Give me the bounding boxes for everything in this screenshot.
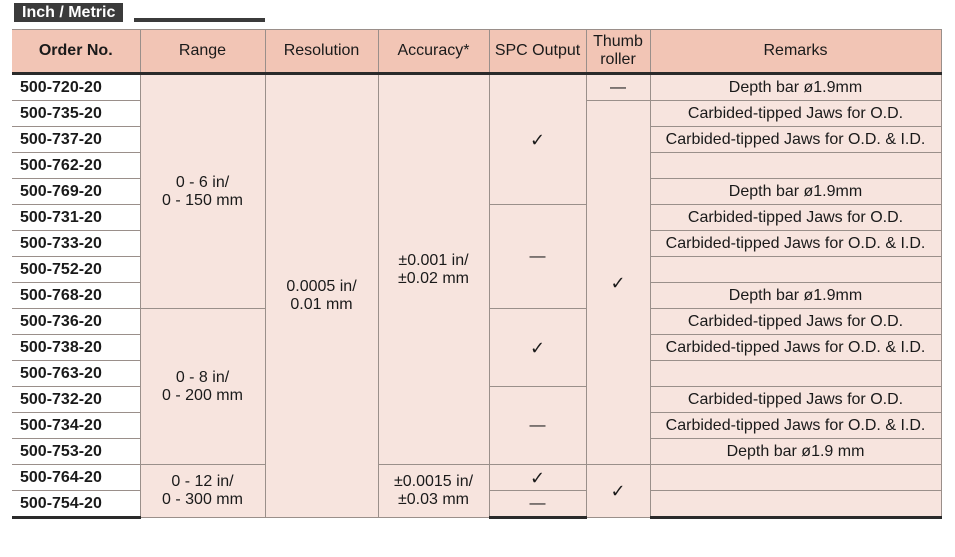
- remarks-cell: Depth bar ø1.9mm: [650, 179, 941, 205]
- remarks-cell: Carbided-tipped Jaws for O.D.: [650, 101, 941, 127]
- order-no-cell: 500-762-20: [12, 153, 140, 179]
- range-inch: 0 - 12 in/: [171, 473, 234, 490]
- remarks-cell: Carbided-tipped Jaws for O.D. & I.D.: [650, 127, 941, 153]
- accuracy-inch: ±0.0015 in/: [393, 473, 474, 490]
- table-row: [12, 465, 941, 491]
- header-order-no: Order No.: [12, 30, 140, 74]
- header-row: [12, 30, 941, 74]
- spc-output-dash: —: [489, 205, 586, 309]
- order-no-cell: 500-768-20: [12, 283, 140, 309]
- range-mm: 0 - 150 mm: [162, 191, 243, 209]
- order-no-cell: 500-764-20: [12, 465, 140, 491]
- remarks-cell: Carbided-tipped Jaws for O.D.: [650, 387, 941, 413]
- spc-output-check: ✓: [489, 74, 586, 205]
- section-tag-underline: [134, 18, 265, 22]
- order-no-cell: 500-736-20: [12, 309, 140, 335]
- resolution-inch: 0.0005 in/: [286, 278, 357, 295]
- order-no-cell: 500-752-20: [12, 257, 140, 283]
- spc-output-dash: —: [489, 387, 586, 465]
- accuracy-cell: [378, 465, 489, 518]
- remarks-cell: Carbided-tipped Jaws for O.D. & I.D.: [650, 231, 941, 257]
- spc-output-check: ✓: [489, 309, 586, 387]
- range-mm: 0 - 200 mm: [162, 386, 243, 404]
- header-thumb-roller: [586, 30, 650, 74]
- remarks-cell: [650, 491, 941, 518]
- range-mm: 0 - 300 mm: [162, 491, 243, 508]
- order-no-cell: 500-769-20: [12, 179, 140, 205]
- range-cell: [140, 309, 265, 465]
- remarks-cell: [650, 361, 941, 387]
- remarks-cell: Depth bar ø1.9 mm: [650, 439, 941, 465]
- resolution-mm: 0.01 mm: [290, 296, 353, 313]
- accuracy-inch: ±0.001 in/: [398, 251, 469, 269]
- order-no-cell: 500-733-20: [12, 231, 140, 257]
- order-no-cell: 500-763-20: [12, 361, 140, 387]
- thumb-roller-check: ✓: [586, 101, 650, 465]
- resolution-cell: [265, 74, 378, 518]
- remarks-cell: Carbided-tipped Jaws for O.D. & I.D.: [650, 413, 941, 439]
- remarks-cell: [650, 465, 941, 491]
- remarks-cell: [650, 257, 941, 283]
- header-range: Range: [140, 30, 265, 74]
- order-no-cell: 500-738-20: [12, 335, 140, 361]
- remarks-cell: Carbided-tipped Jaws for O.D.: [650, 309, 941, 335]
- accuracy-mm: ±0.02 mm: [397, 269, 470, 287]
- spc-output-dash: —: [489, 491, 586, 518]
- remarks-cell: [650, 153, 941, 179]
- order-no-cell: 500-734-20: [12, 413, 140, 439]
- header-accuracy: Accuracy*: [378, 30, 489, 74]
- header-remarks: Remarks: [650, 30, 941, 74]
- order-no-cell: 500-731-20: [12, 205, 140, 231]
- range-cell: [140, 465, 265, 518]
- spc-output-check: ✓: [489, 465, 586, 491]
- header-resolution: Resolution: [265, 30, 378, 74]
- order-no-cell: 500-754-20: [12, 491, 140, 518]
- accuracy-cell: [378, 74, 489, 465]
- table-row: [12, 74, 941, 101]
- header-spc-output: SPC Output: [489, 30, 586, 74]
- remarks-cell: Depth bar ø1.9mm: [650, 283, 941, 309]
- thumb-roller-dash: —: [586, 74, 650, 101]
- header-thumb-line1: Thumb: [593, 33, 643, 50]
- order-no-cell: 500-737-20: [12, 127, 140, 153]
- order-no-cell: 500-720-20: [12, 74, 140, 101]
- remarks-cell: Depth bar ø1.9mm: [650, 74, 941, 101]
- range-inch: 0 - 8 in/: [175, 368, 230, 386]
- remarks-cell: Carbided-tipped Jaws for O.D.: [650, 205, 941, 231]
- range-cell: [140, 74, 265, 309]
- section-tag: Inch / Metric: [14, 3, 123, 22]
- accuracy-mm: ±0.03 mm: [397, 491, 470, 508]
- spec-table: [12, 29, 942, 519]
- order-no-cell: 500-735-20: [12, 101, 140, 127]
- order-no-cell: 500-753-20: [12, 439, 140, 465]
- remarks-cell: Carbided-tipped Jaws for O.D. & I.D.: [650, 335, 941, 361]
- order-no-cell: 500-732-20: [12, 387, 140, 413]
- thumb-roller-check: ✓: [586, 465, 650, 518]
- header-thumb-line2: roller: [600, 51, 636, 68]
- range-inch: 0 - 6 in/: [175, 173, 230, 191]
